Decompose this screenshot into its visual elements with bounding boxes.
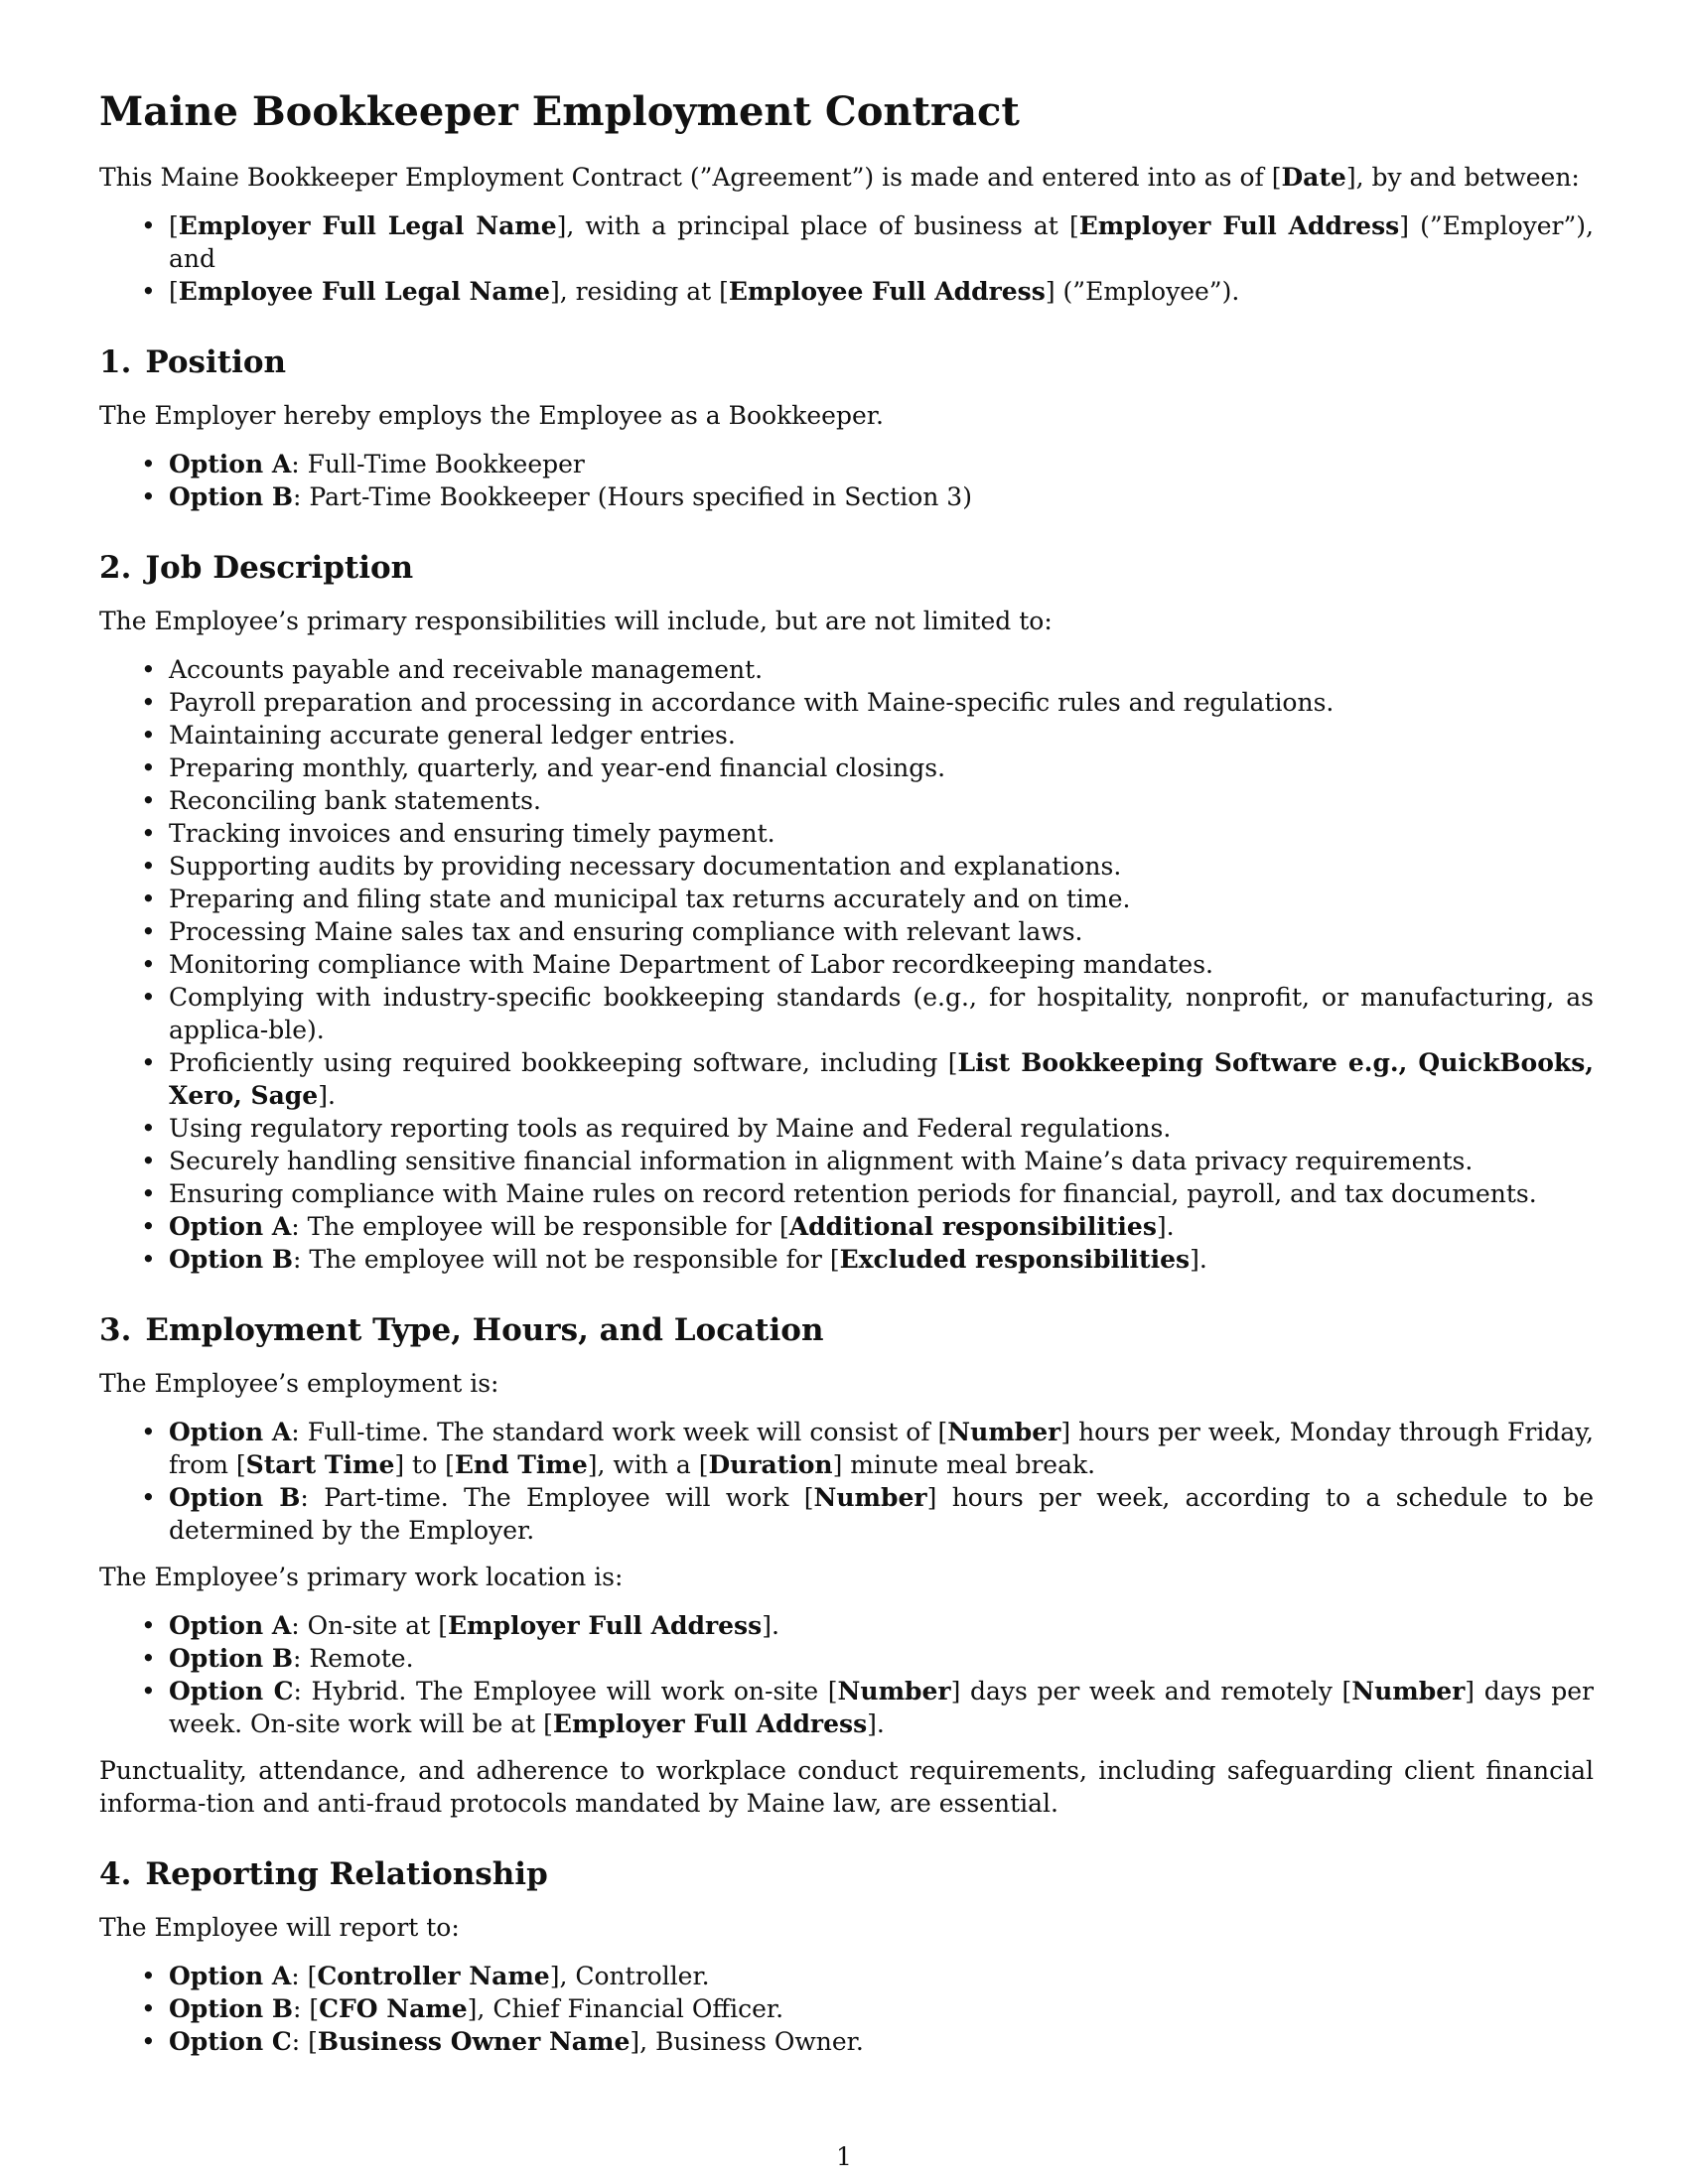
list-item: • Maintaining accurate general ledger entries. (169, 719, 1594, 751)
party-employer: • [Employer Full Legal Name], with a principal place of business at [Employer Full Address] (”Employer”), and (169, 209, 1594, 275)
list-item: • Option C: Hybrid. The Employee will work on-site [Number] days per week and remotely [Number] days per week. On-site work will be at [Employer Full Address]. (169, 1675, 1594, 1740)
list-item: • Processing Maine sales tax and ensuring compliance with relevant laws. (169, 915, 1594, 948)
list-item: • Using regulatory reporting tools as required by Maine and Federal regulations. (169, 1112, 1594, 1145)
section-text: The Employee’s primary responsibilities will include, but are not limited to: (99, 607, 1053, 635)
list-item: • Option B: Part-time. The Employee will work [Number] hours per week, according to a schedule to be determined by the Employer. (169, 1481, 1594, 1547)
list-item: • Option C: [Business Owner Name], Business Owner. (169, 2025, 1594, 2058)
list-item: • Preparing and filing state and municipal tax returns accurately and on time. (169, 883, 1594, 915)
document-page (99, 87, 1594, 2072)
section-text: The Employee will report to: (99, 1913, 460, 1942)
position-options (99, 448, 1594, 513)
section-heading-employment-type: 3. Employment Type, Hours, and Location (99, 1312, 824, 1348)
list-item: • Option A: The employee will be responsible for [Additional responsibilities]. (169, 1210, 1594, 1243)
intro-paragraph: This Maine Bookkeeper Employment Contract (”Agreement”) is made and entered into as of [Date], by and between: (99, 163, 1580, 192)
work-location-options (99, 1609, 1594, 1740)
list-item: • Payroll preparation and processing in accordance with Maine-specific rules and regulations. (169, 686, 1594, 719)
list-item: • Option A: [Controller Name], Controller. (169, 1960, 1594, 1992)
list-item: • Securely handling sensitive financial information in alignment with Maine’s data privacy requirements. (169, 1145, 1594, 1177)
section-heading-job-description: 2. Job Description (99, 550, 414, 586)
date-placeholder: Date (1281, 163, 1346, 192)
responsibilities-list (99, 653, 1594, 1276)
list-item: • Option B: Part-Time Bookkeeper (Hours specified in Section 3) (169, 480, 1594, 513)
list-item: • Accounts payable and receivable management. (169, 653, 1594, 686)
parties-list (99, 209, 1594, 308)
reporting-options (99, 1960, 1594, 2058)
list-item: • Option B: The employee will not be responsible for [Excluded responsibilities]. (169, 1243, 1594, 1276)
party-employee: • [Employee Full Legal Name], residing at [Employee Full Address] (”Employee”). (169, 275, 1594, 308)
list-item: • Reconciling bank statements. (169, 784, 1594, 817)
section-text: Punctuality, attendance, and adherence to workplace conduct requirements, including safeguarding client financial informa-tion and anti-fraud protocols mandated by Maine law, are essential. (99, 1756, 1594, 1818)
list-item: • Option B: Remote. (169, 1642, 1594, 1675)
list-item: • Ensuring compliance with Maine rules on record retention periods for financial, payroll, and tax documents. (169, 1177, 1594, 1210)
section-heading-reporting: 4. Reporting Relationship (99, 1856, 548, 1892)
list-item: • Option A: Full-Time Bookkeeper (169, 448, 1594, 480)
list-item: • Preparing monthly, quarterly, and year-end financial closings. (169, 751, 1594, 784)
section-heading-position: 1. Position (99, 344, 287, 380)
section-text: The Employer hereby employs the Employee as a Bookkeeper. (99, 401, 884, 430)
section-text: The Employee’s primary work location is: (99, 1563, 624, 1591)
document-title: Maine Bookkeeper Employment Contract (99, 88, 1020, 135)
list-item: • Monitoring compliance with Maine Department of Labor recordkeeping mandates. (169, 948, 1594, 981)
list-item: • Option A: On-site at [Employer Full Address]. (169, 1609, 1594, 1642)
page-number: 1 (836, 2142, 852, 2171)
employment-type-options (99, 1416, 1594, 1547)
list-item: • Tracking invoices and ensuring timely payment. (169, 817, 1594, 850)
list-item: • Option A: Full-time. The standard work week will consist of [Number] hours per week, Monday through Friday, from [Start Time] to [End Time], with a [Duration] minute meal break. (169, 1416, 1594, 1481)
list-item: • Proficiently using required bookkeeping software, including [List Bookkeeping Software e.g., QuickBooks, Xero, Sage]. (169, 1046, 1594, 1112)
list-item: • Option B: [CFO Name], Chief Financial Officer. (169, 1992, 1594, 2025)
section-text: The Employee’s employment is: (99, 1369, 499, 1398)
list-item: • Supporting audits by providing necessary documentation and explanations. (169, 850, 1594, 883)
list-item: • Complying with industry-specific bookkeeping standards (e.g., for hospitality, nonprofit, or manufacturing, as applica-ble). (169, 981, 1594, 1046)
